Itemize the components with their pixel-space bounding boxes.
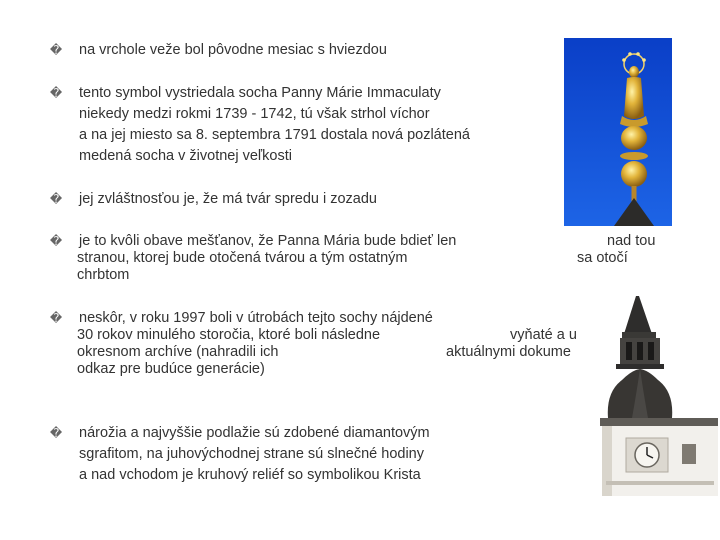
bullet-text-line: neskôr, v roku 1997 boli v útrobách tejto sochy nájdené <box>79 310 433 326</box>
bullet-marker-icon: � <box>49 43 63 57</box>
bullet-text-line: aktuálnymi dokume <box>446 344 571 360</box>
bullet-text-line: na vrchole veže bol pôvodne mesiac s hviezdou <box>79 42 387 58</box>
bullet-text-line: nad tou <box>607 233 656 249</box>
bullet-text-line: vyňaté a u <box>510 327 577 343</box>
bullet-text-line: okresnom archíve (nahradili ich <box>77 344 279 360</box>
bullet-text-line: medená socha v životnej veľkosti <box>79 148 292 164</box>
bullet-text-line: odkaz pre budúce generácie) <box>77 361 265 377</box>
bullet-text-line: a na jej miesto sa 8. septembra 1791 dostala nová pozlátená <box>79 127 470 143</box>
bullet-text-line: stranou, ktorej bude otočená tvárou a tým ostatným <box>77 250 408 266</box>
bullet-marker-icon: � <box>49 311 63 325</box>
bullet-text-line: jej zvláštnosťou je, že má tvár spredu i zozadu <box>79 191 378 207</box>
tower-photo <box>592 296 720 496</box>
bullet-marker-icon: � <box>49 86 63 100</box>
bullet-marker-icon: � <box>49 192 63 206</box>
bullet-text-line: niekedy medzi rokmi 1739 - 1742, tú však strhol víchor <box>79 106 430 122</box>
bullet-text-line: a nad vchodom je kruhový reliéf so symbolikou Krista <box>79 467 421 483</box>
bullet-text-line: sgrafitom, na juhovýchodnej strane sú slnečné hodiny <box>79 446 424 462</box>
bullet-text-line: je to kvôli obave mešťanov, že Panna Mária bude bdieť len <box>79 233 457 249</box>
bullet-text-line: sa otočí <box>577 250 628 266</box>
statue-photo <box>564 38 672 226</box>
bullet-marker-icon: � <box>49 426 63 440</box>
bullet-text-line: tento symbol vystriedala socha Panny Márie Immaculaty <box>79 85 441 101</box>
bullet-marker-icon: � <box>49 234 63 248</box>
bullet-text-line: chrbtom <box>77 267 130 283</box>
bullet-text-line: 30 rokov minulého storočia, ktoré boli následne <box>77 327 381 343</box>
bullet-text-line: nárožia a najvyššie podlažie sú zdobené diamantovým <box>79 425 430 441</box>
